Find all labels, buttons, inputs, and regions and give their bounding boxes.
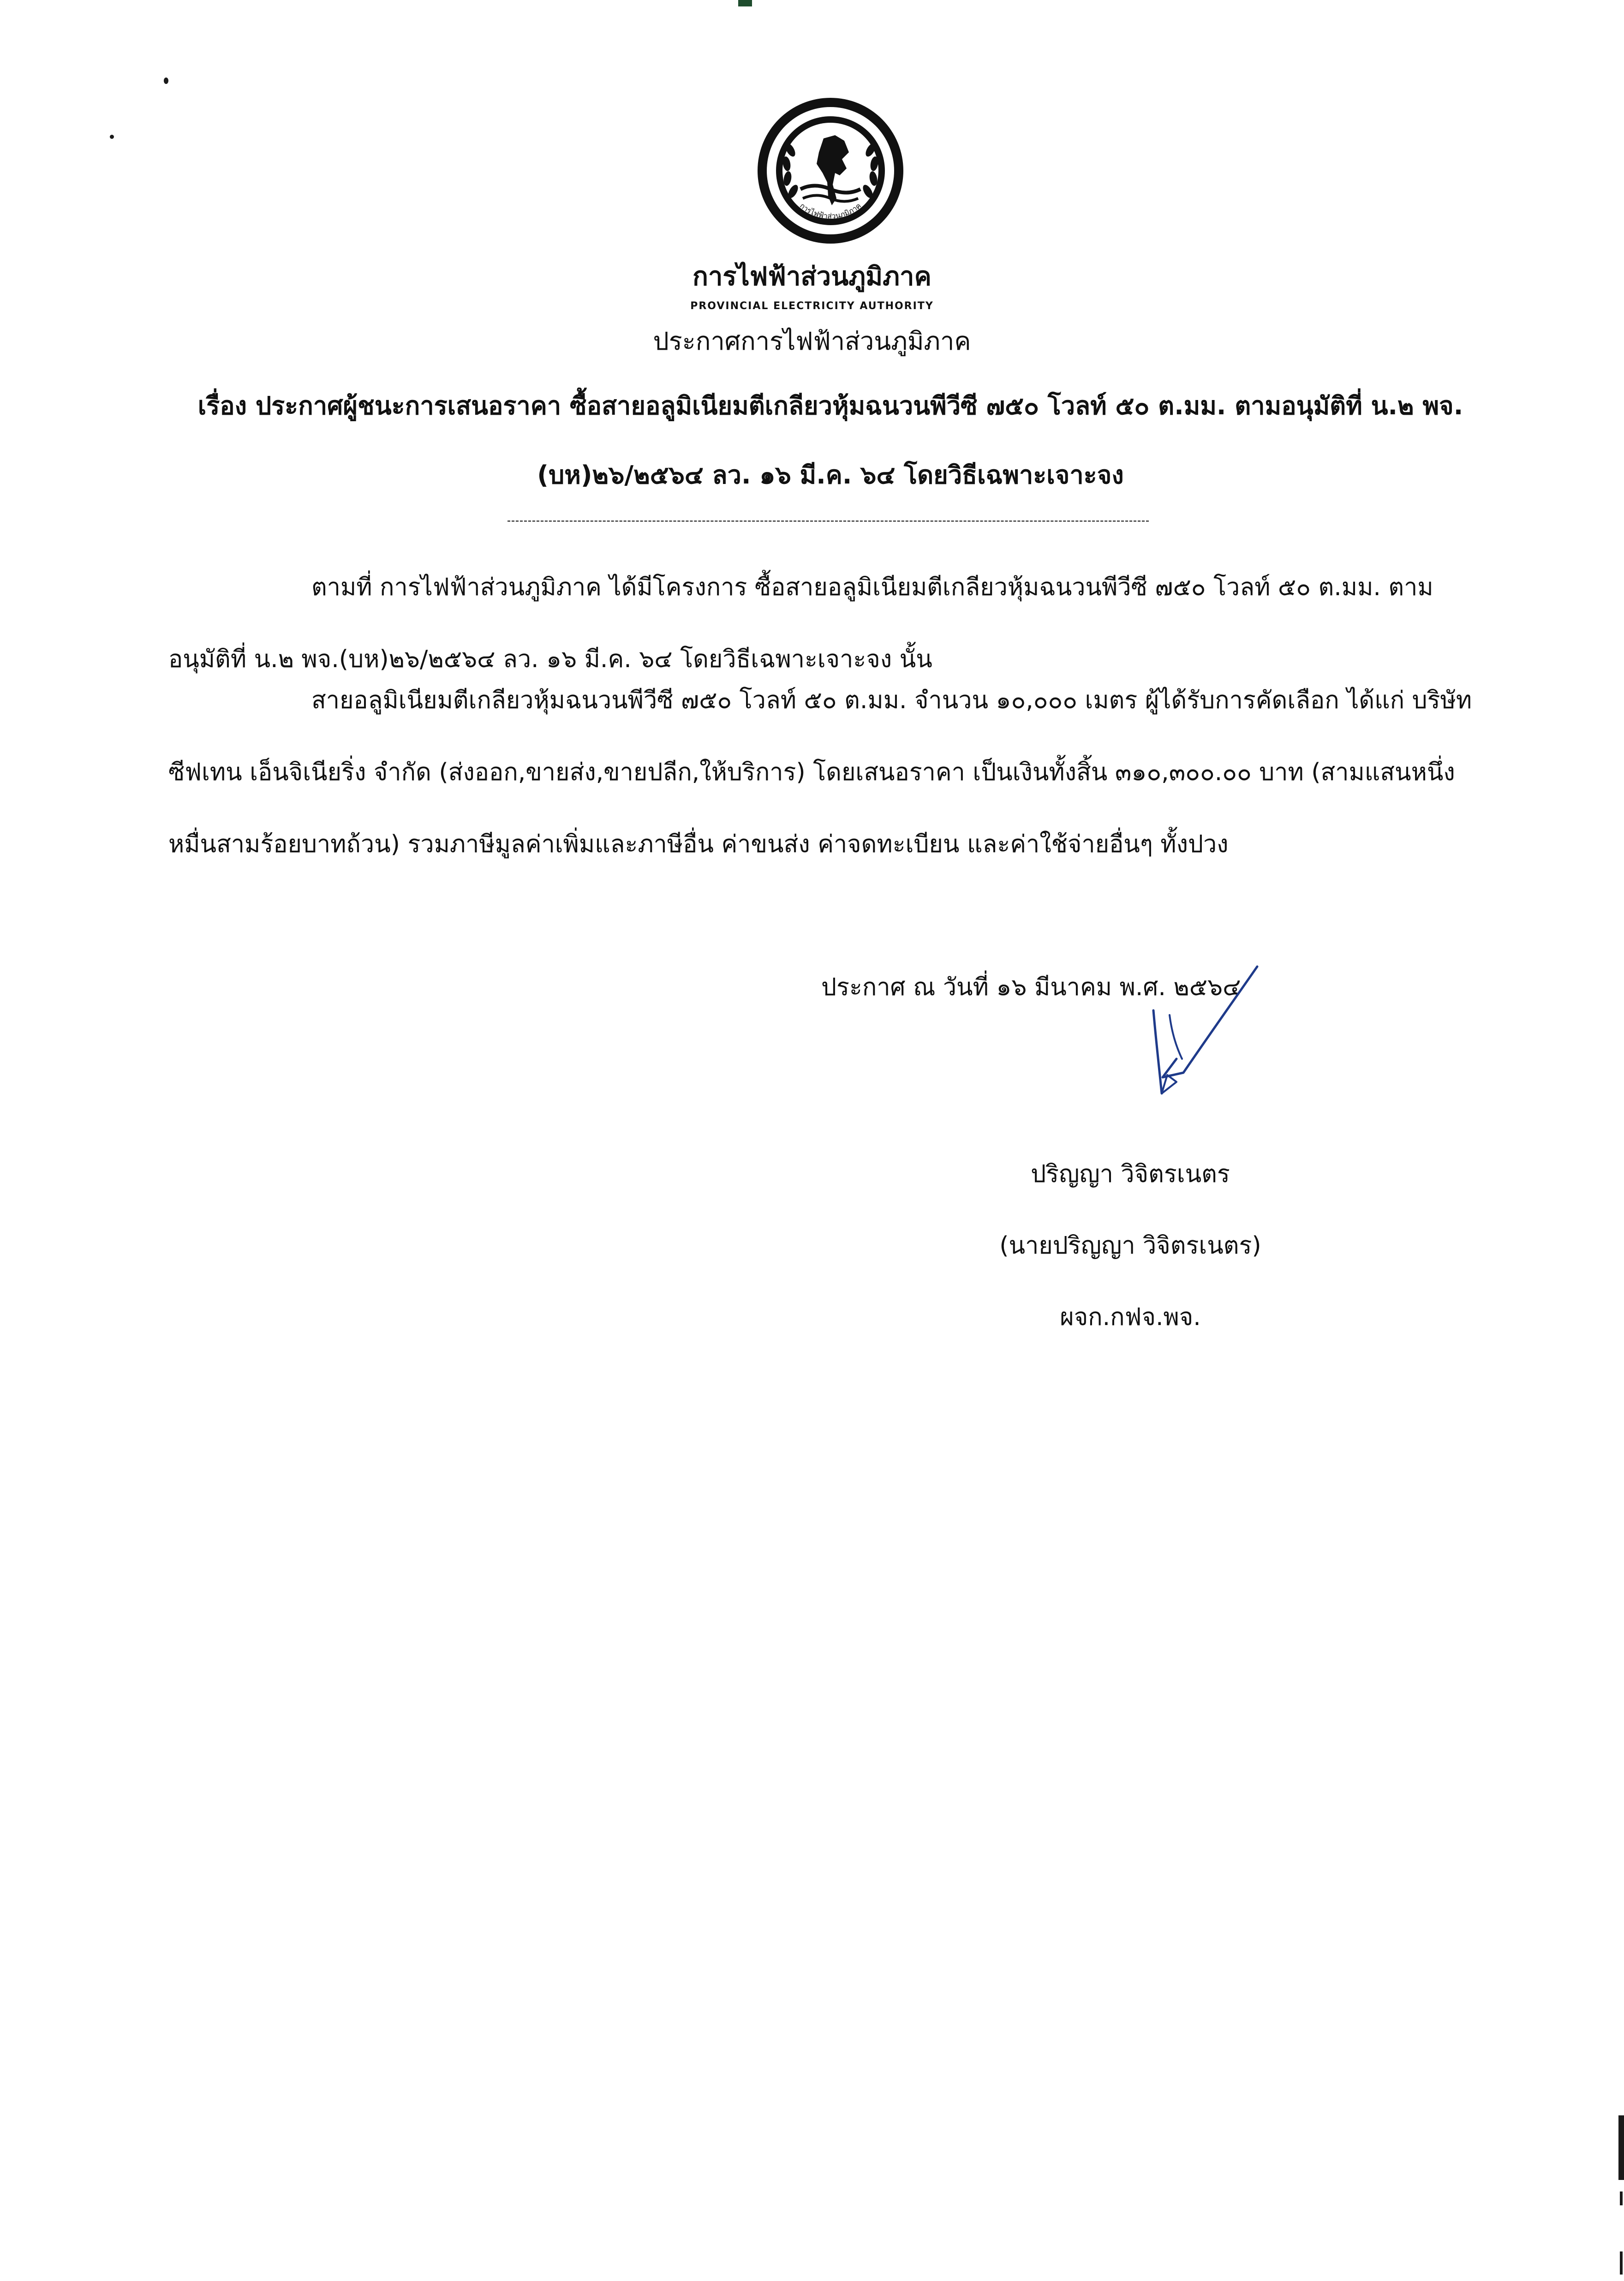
announcement-subject: เรื่อง ประกาศผู้ชนะการเสนอราคา ซื้อสายอลูมิเนียมตีเกลียวหุ้มฉนวนพีวีซี ๗๕๐ โวลท์ ๕๐ ต.มม. ตามอนุมัติที่ น.๒ พจ.(บห)๒๖/๒๕๖๔ ลว. ๑๖ มี.ค. ๖๔ โดยวิธีเฉพาะเจาะจง [197,391,1463,490]
signer-fullname: (นายปริญญา วิจิตรเนตร) [999,1232,1261,1260]
scan-edge-mark [1620,2251,1623,2275]
signer-name: ปริญญา วิจิตรเนตร [1031,1160,1230,1188]
scan-speck [164,78,168,84]
org-name-thai: การไฟฟ้าส่วนภูมิภาค [693,262,931,292]
pea-logo [754,95,907,247]
handwritten-signature [1098,960,1273,1126]
scan-edge-mark [1618,2115,1624,2180]
body-paragraph-2: สายอลูมิเนียมตีเกลียวหุ้มฉนวนพีวีซี ๗๕๐ โวลท์ ๕๐ ต.มม. จำนวน ๑๐,๐๐๐ เมตร ผู้ได้รับการคัดเลือก ได้แก่ บริษัท ซีฟเทน เอ็นจิเนียริ่ง จำกัด (ส่งออก,ขายส่ง,ขายปลีก,ให้บริการ) โดยเสนอราคา เป็นเงินทั้งสิ้น ๓๑๐,๓๐๐.๐๐ บาท (สามแสนหนึ่งหมื่นสามร้อยบาทถ้วน) รวมภาษีมูลค่าเพิ่มและภาษีอื่น ค่าขนส่ง ค่าจดทะเบียน และค่าใช้จ่ายอื่นๆ ทั้งปวง [168,687,1472,858]
scan-edge-mark [1620,2191,1623,2205]
divider [508,520,1149,522]
announcement-date: ประกาศ ณ วันที่ ๑๖ มีนาคม พ.ศ. ๒๕๖๔ [821,973,1241,1001]
announcement-title: ประกาศการไฟฟ้าส่วนภูมิภาค [653,327,971,356]
org-name-english: PROVINCIAL ELECTRICITY AUTHORITY [690,300,934,312]
scan-top-mark [738,0,752,6]
signer-position: ผจก.กฟจ.พจ. [1060,1303,1201,1331]
scan-speck [110,135,114,139]
body-paragraph-1: ตามที่ การไฟฟ้าส่วนภูมิภาค ได้มีโครงการ ซื้อสายอลูมิเนียมตีเกลียวหุ้มฉนวนพีวีซี ๗๕๐ โวลท์ ๕๐ ต.มม. ตามอนุมัติที่ น.๒ พจ.(บห)๒๖/๒๕๖๔ ลว. ๑๖ มี.ค. ๖๔ โดยวิธีเฉพาะเจาะจง นั้น [168,573,1433,673]
logo-caption: การไฟฟ้าส่วนภูมิภาค [798,201,863,221]
